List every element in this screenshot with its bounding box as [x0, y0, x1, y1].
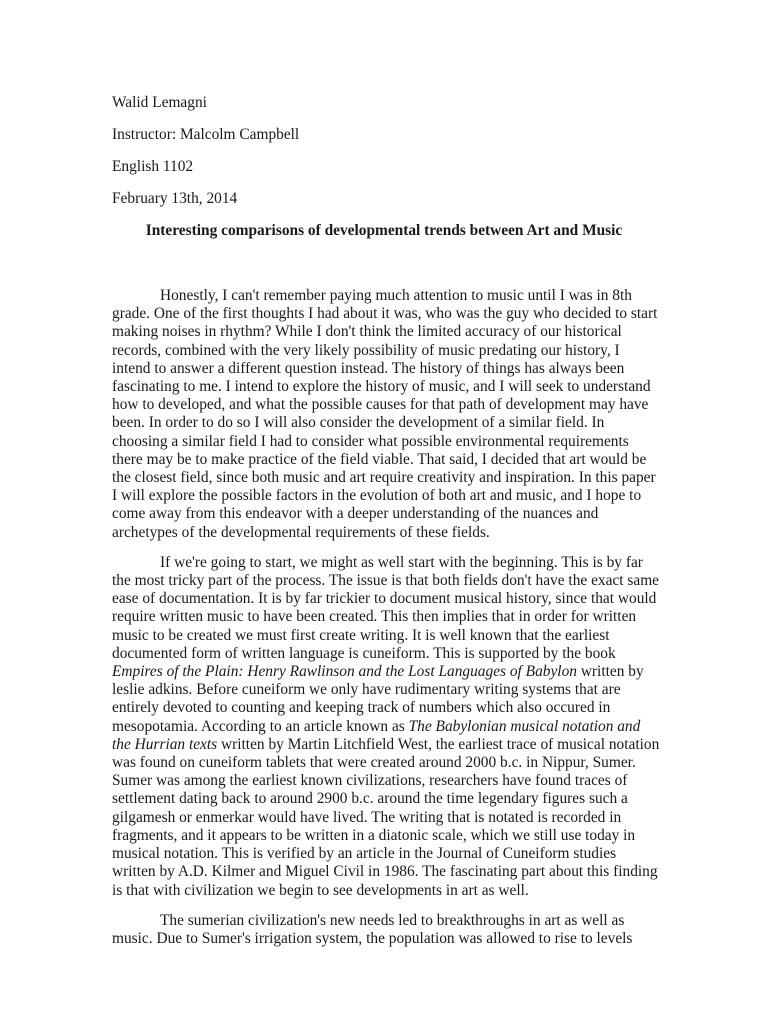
essay-header	[112, 94, 768, 208]
book-title: Empires of the Plain: Henry Rawlinson and the Lost Languages of Babylon	[112, 663, 577, 681]
instructor-line: Instructor: Malcolm Campbell	[112, 126, 300, 143]
essay-title: Interesting comparisons of developmental trends between Art and Music	[145, 222, 623, 239]
paragraph-2	[112, 554, 660, 900]
paragraph-2-part-3: written by Martin Litchfield West, the earliest trace of musical notation was found on cuneiform tablets that were created around 2000 b.c. in Nippur, Sumer. Sumer was among the earliest known civilizations, researchers have found traces of settlement dating back to around 2900 b.c. around the time legendary figures such a gilgamesh or enmerkar would have lived. The writing that is notated is recorded in fragments, and it appears to be written in a diatonic scale, which we still use today in musical notation. This is verified by an article in the Journal of Cuneiform studies written by A.D. Kilmer and Miguel Civil in 1986. The fascinating part about this finding is that with civilization we begin to see developments in art as well.	[112, 735, 660, 899]
paragraph-2-part-2: written by leslie adkins. Before cuneiform we only have rudimentary writing systems that are entirely devoted to counting and keeping track of numbers which also occured in mesopotamia. According to an article known as	[112, 663, 644, 735]
paragraph-2-part-1: If we're going to start, we might as well start with the beginning. This is by far the most tricky part of the process. The issue is that both fields don't have the exact same ease of documentation. It is by far trickier to document musical history, since that would require written music to have been created. This then implies that in order for written music to be created we must first create writing. It is well known that the earliest documented form of written language is cuneiform. This is supported by the book	[112, 553, 660, 662]
paragraph-3: The sumerian civilization's new needs led to breakthroughs in art as well as music. Due to Sumer's irrigation system, the population was allowed to rise to levels	[112, 911, 633, 947]
date-line: February 13th, 2014	[112, 190, 238, 207]
paragraph-1: Honestly, I can't remember paying much attention to music until I was in 8th grade. One of the first thoughts I had about it was, who was the guy who decided to start making noises in rhythm? While I don't think the limited accuracy of our historical records, combined with the very likely possibility of music predating our history, I intend to answer a different question instead. The history of things has always been fascinating to me. I intend to explore the history of music, and I will seek to understand how to developed, and what the possible causes for that path of development may have been. In order to do so I will also consider the development of a similar field. In choosing a similar field I had to consider what possible environmental requirements there may be to make practice of the field viable. That said, I decided that art would be the closest field, since both music and art require creativity and inspiration. In this paper I will explore the possible factors in the evolution of both art and music, and I hope to come away from this endeavor with a deeper understanding of the nuances and archetypes of the developmental requirements of these fields.	[112, 287, 658, 541]
author-name: Walid Lemagni	[112, 94, 207, 111]
article-title: The Babylonian musical notation and the Hurrian texts	[112, 717, 641, 753]
course-line: English 1102	[112, 158, 194, 175]
essay-body	[112, 287, 660, 948]
